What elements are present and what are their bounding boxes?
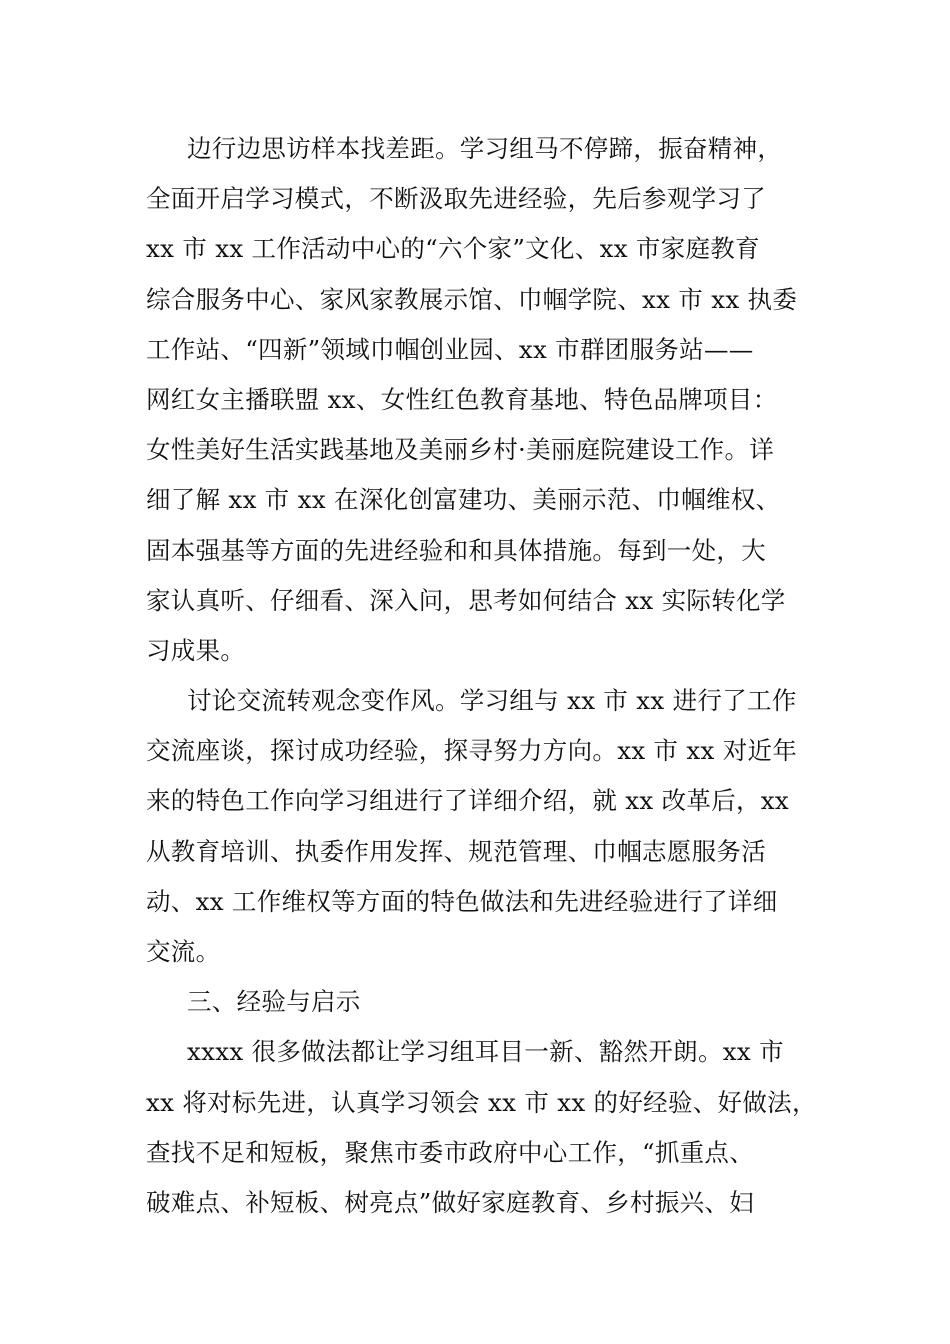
paragraph-line: 细了解 xx 市 xx 在深化创富建功、美丽示范、巾帼维权、	[146, 485, 781, 515]
paragraph-line: 交流座谈，探讨成功经验，探寻努力方向。xx 市 xx 对近年	[146, 736, 798, 766]
paragraph-line: 交流。	[146, 937, 221, 966]
document-body	[146, 124, 817, 1228]
paragraph-line: 破难点、补短板、树亮点”做好家庭教育、乡村振兴、妇	[146, 1187, 755, 1217]
paragraph-line: 动、xx 工作维权等方面的特色做法和先进经验进行了详细	[146, 886, 778, 916]
paragraph-visits	[146, 124, 810, 676]
paragraph-line: xx 将对标先进，认真学习领会 xx 市 xx 的好经验、好做法，	[146, 1087, 817, 1117]
paragraph-line: xx 市 xx 工作活动中心的“六个家”文化、xx 市家庭教育	[146, 234, 760, 264]
paragraph-line: 讨论交流转观念变作风。学习组与 xx 市 xx 进行了工作	[187, 686, 797, 716]
paragraph-line: 来的特色工作向学习组进行了详细介绍，就 xx 改革后，xx	[146, 786, 790, 816]
paragraph-line: 固本强基等方面的先进经验和和具体措施。每到一处，大	[146, 535, 766, 565]
paragraph-line: 综合服务中心、家风家教展示馆、巾帼学院、xx 市 xx 执委	[146, 284, 798, 314]
paragraph-line: 工作站、“四新”领域巾帼创业园、xx 市群团服务站——	[146, 334, 754, 364]
paragraph-line: 全面开启学习模式，不断汲取先进经验，先后参观学习了	[146, 184, 766, 214]
paragraph-line: 从教育培训、执委作用发挥、规范管理、巾帼志愿服务活	[146, 836, 766, 866]
paragraph-line: xxxx 很多做法都让学习组耳目一新、豁然开朗。xx 市	[187, 1037, 784, 1067]
paragraph-line: 边行边思访样本找差距。学习组马不停蹄，振奋精神，	[187, 134, 783, 163]
paragraph-line: 女性美好生活实践基地及美丽乡村·美丽庭院建设工作。详	[146, 435, 775, 465]
paragraph-line: 家认真听、仔细看、深入问，思考如何结合 xx 实际转化学	[146, 585, 786, 615]
section-heading: 三、经验与启示	[187, 987, 361, 1017]
section-heading-three	[146, 977, 810, 1027]
paragraph-discussion	[146, 676, 810, 977]
paragraph-line: 习成果。	[146, 635, 246, 665]
paragraph-line: 网红女主播联盟 xx、女性红色教育基地、特色品牌项目：	[146, 384, 778, 414]
paragraph-line: 查找不足和短板，聚焦市委市政府中心工作，“抓重点、	[146, 1137, 755, 1167]
paragraph-lessons	[146, 1027, 817, 1228]
